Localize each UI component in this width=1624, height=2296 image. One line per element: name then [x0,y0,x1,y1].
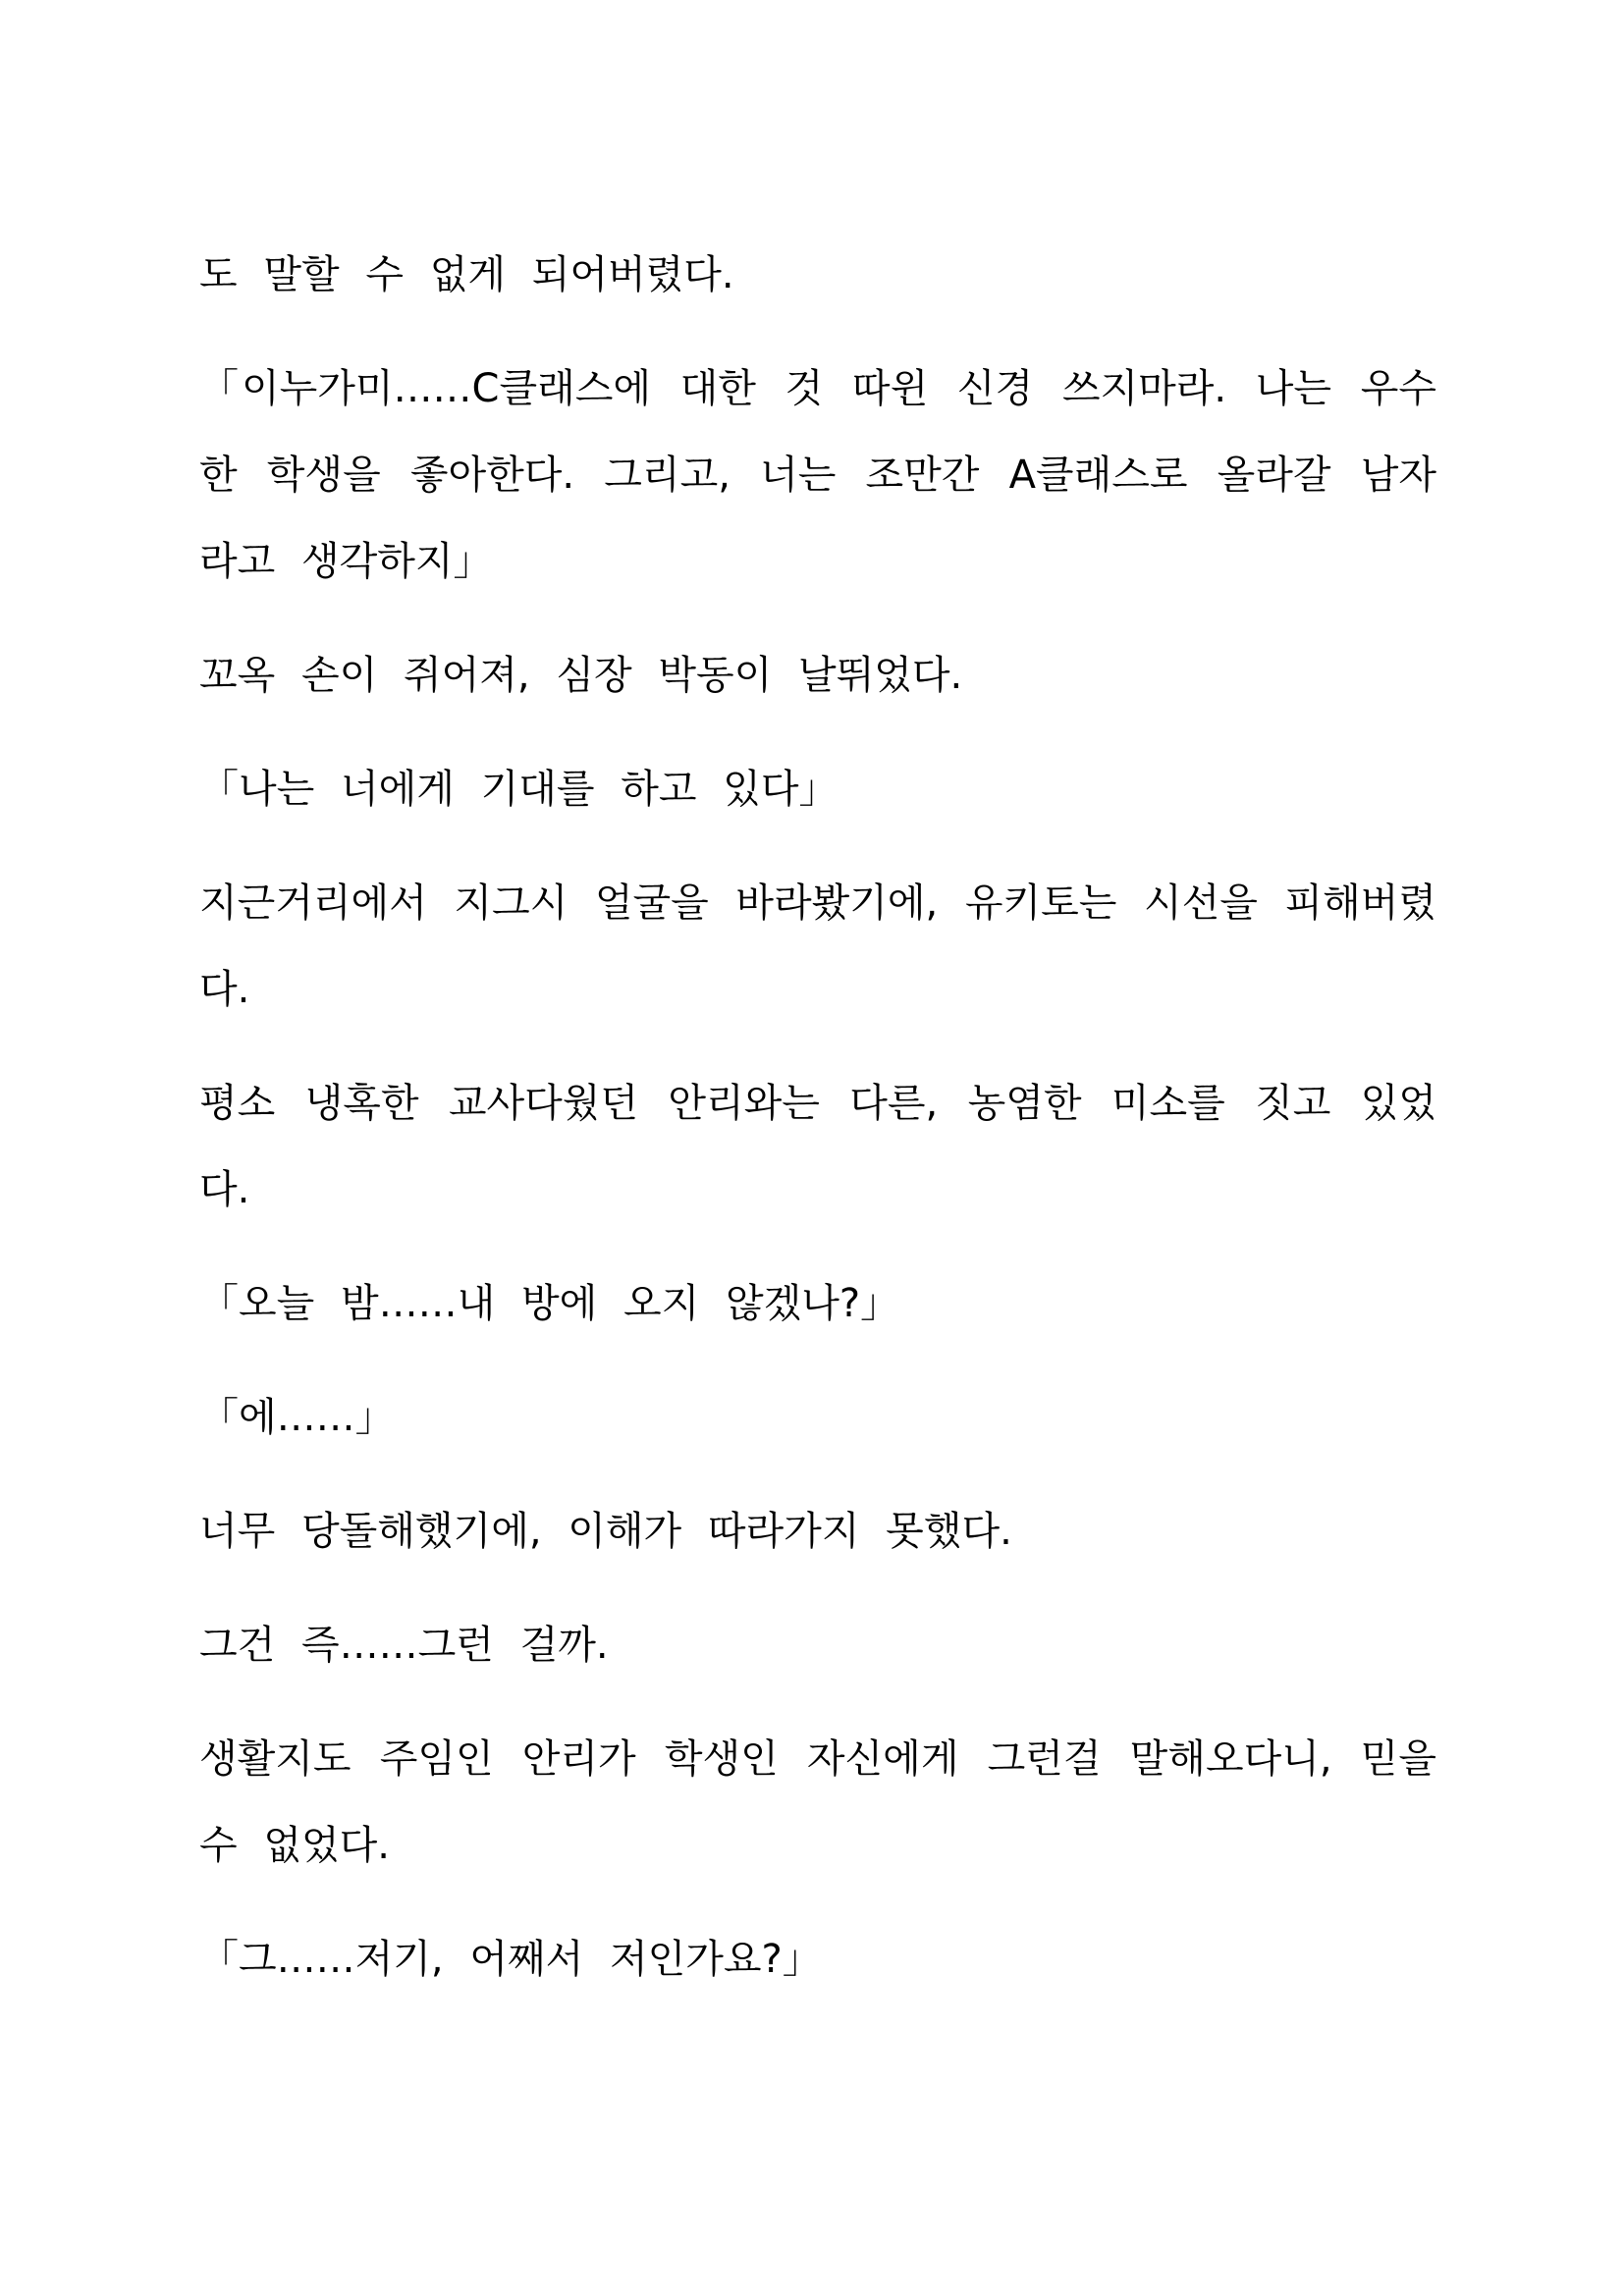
paragraph: 평소 냉혹한 교사다웠던 안리와는 다른, 농염한 미소를 짓고 있었다. [199,1081,1436,1212]
paragraph: 너무 당돌해했기에, 이해가 따라가지 못했다. [199,1509,1012,1554]
paragraph: 그건 즉……그런 걸까. [199,1623,609,1668]
body-text [199,232,1436,2030]
paragraph: 「나는 너에게 기대를 하고 있다」 [199,767,839,812]
paragraph: 「이누가미……C클래스에 대한 것 따윈 신경 쓰지마라. 나는 우수한 학생을 좋아한다. 그리고, 너는 조만간 A클래스로 올라갈 남자라고 생각하지」 [199,366,1436,584]
paragraph: 「에……」 [199,1395,395,1440]
paragraph: 생활지도 주임인 안리가 학생인 자신에게 그런걸 말해오다니, 믿을 수 없었다. [199,1736,1436,1868]
paragraph: 지근거리에서 지그시 얼굴을 바라봤기에, 유키토는 시선을 피해버렸다. [199,881,1436,1012]
paragraph: 「그……저기, 어째서 저인가요?」 [199,1937,822,1982]
paragraph: 꼬옥 손이 쥐어져, 심장 박동이 날뛰었다. [199,653,963,698]
paragraph: 「오늘 밤……내 방에 오지 않겠나?」 [199,1281,900,1326]
paragraph: 도 말할 수 없게 되어버렸다. [199,252,734,297]
